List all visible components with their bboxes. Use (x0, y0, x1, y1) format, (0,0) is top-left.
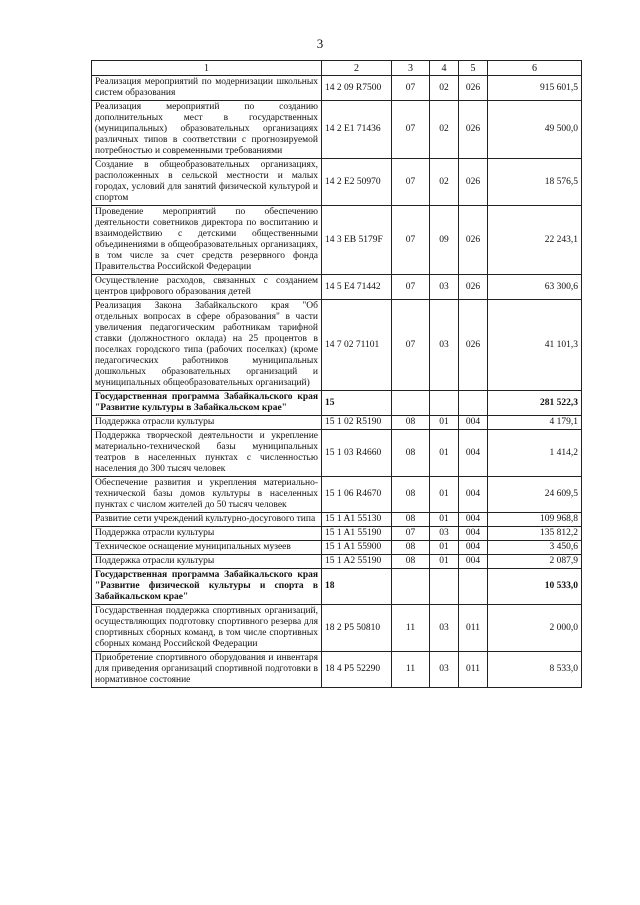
row-subsection-cell: 02 (430, 101, 459, 159)
row-code-cell: 15 (322, 391, 392, 416)
row-expense-type-cell: 004 (459, 541, 488, 555)
row-sum-cell: 915 601,5 (488, 76, 582, 101)
row-name-cell: Создание в общеобразовательных организациях, расположенных в сельской местности и малых городах, условий для занятий физической культурой и спортом (92, 159, 322, 206)
row-expense-type-cell: 004 (459, 477, 488, 513)
row-subsection-cell: 03 (430, 300, 459, 391)
table-row (92, 652, 582, 688)
row-sum-cell: 1 414,2 (488, 430, 582, 477)
row-expense-type-cell: 004 (459, 555, 488, 569)
row-section-cell: 08 (392, 555, 430, 569)
row-subsection-cell (430, 569, 459, 605)
row-section-cell: 08 (392, 513, 430, 527)
row-name-cell: Проведение мероприятий по обеспечению деятельности советников директора по воспитанию и взаимодействию с детскими общественными объединениями в общеобразовательных организациях, в том числе за счет средств резервного фонда Правительства Российской Федерации (92, 206, 322, 275)
program-total-row (92, 391, 582, 416)
row-name-cell: Поддержка отрасли культуры (92, 527, 322, 541)
row-section-cell: 08 (392, 541, 430, 555)
row-name-cell: Осуществление расходов, связанных с созданием центров цифрового образования детей (92, 275, 322, 300)
row-sum-cell: 24 609,5 (488, 477, 582, 513)
header-cell: 5 (459, 61, 488, 76)
table-row (92, 300, 582, 391)
row-subsection-cell: 03 (430, 275, 459, 300)
table-header-row (92, 61, 582, 76)
row-code-cell: 18 2 P5 50810 (322, 605, 392, 652)
table-row (92, 513, 582, 527)
budget-table (91, 60, 582, 688)
row-code-cell: 14 2 E2 50970 (322, 159, 392, 206)
row-sum-cell: 109 968,8 (488, 513, 582, 527)
row-sum-cell: 41 101,3 (488, 300, 582, 391)
row-subsection-cell: 01 (430, 541, 459, 555)
row-sum-cell: 281 522,3 (488, 391, 582, 416)
row-section-cell: 08 (392, 430, 430, 477)
row-name-cell: Государственная программа Забайкальского края "Развитие культуры в Забайкальском крае" (92, 391, 322, 416)
row-code-cell: 18 4 P5 52290 (322, 652, 392, 688)
row-section-cell: 07 (392, 206, 430, 275)
row-expense-type-cell: 004 (459, 513, 488, 527)
header-cell: 3 (392, 61, 430, 76)
row-section-cell: 08 (392, 477, 430, 513)
row-sum-cell: 3 450,6 (488, 541, 582, 555)
row-name-cell: Государственная поддержка спортивных организаций, осуществляющих подготовку спортивного резерва для спортивных сборных команд, в том числе спортивных сборных команд Российской Федерации (92, 605, 322, 652)
table-row (92, 206, 582, 275)
row-sum-cell: 8 533,0 (488, 652, 582, 688)
row-code-cell: 15 1 A1 55900 (322, 541, 392, 555)
row-subsection-cell (430, 391, 459, 416)
row-code-cell: 14 7 02 71101 (322, 300, 392, 391)
table-row (92, 541, 582, 555)
row-name-cell: Развитие сети учреждений культурно-досугового типа (92, 513, 322, 527)
table-row (92, 527, 582, 541)
row-section-cell: 08 (392, 416, 430, 430)
row-name-cell: Реализация мероприятий по созданию дополнительных мест в государственных (муниципальных) образовательных организациях различных типов в соответствии с прогнозируемой потребностью и современными требованиями (92, 101, 322, 159)
header-cell: 4 (430, 61, 459, 76)
page-number: 3 (316, 36, 324, 51)
row-expense-type-cell: 004 (459, 416, 488, 430)
row-code-cell: 15 1 A1 55190 (322, 527, 392, 541)
row-code-cell: 15 1 02 R5190 (322, 416, 392, 430)
table-row (92, 605, 582, 652)
row-section-cell: 07 (392, 76, 430, 101)
row-code-cell: 15 1 A2 55190 (322, 555, 392, 569)
row-sum-cell: 2 087,9 (488, 555, 582, 569)
row-section-cell: 07 (392, 275, 430, 300)
row-section-cell: 11 (392, 605, 430, 652)
table-row (92, 76, 582, 101)
row-section-cell (392, 569, 430, 605)
row-name-cell: Поддержка творческой деятельности и укрепление материально-технической базы муниципальных театров в населенных пунктах с численностью населения до 300 тысяч человек (92, 430, 322, 477)
row-name-cell: Поддержка отрасли культуры (92, 555, 322, 569)
row-code-cell: 14 5 E4 71442 (322, 275, 392, 300)
table-row (92, 159, 582, 206)
row-name-cell: Приобретение спортивного оборудования и инвентаря для приведения организаций спортивной подготовки в нормативное состояние (92, 652, 322, 688)
row-sum-cell: 18 576,5 (488, 159, 582, 206)
row-name-cell: Техническое оснащение муниципальных музеев (92, 541, 322, 555)
row-code-cell: 14 2 09 R7500 (322, 76, 392, 101)
row-section-cell: 07 (392, 527, 430, 541)
row-expense-type-cell: 004 (459, 430, 488, 477)
row-subsection-cell: 02 (430, 76, 459, 101)
table-row (92, 275, 582, 300)
row-section-cell (392, 391, 430, 416)
row-code-cell: 15 1 A1 55130 (322, 513, 392, 527)
row-sum-cell: 4 179,1 (488, 416, 582, 430)
row-sum-cell: 63 300,6 (488, 275, 582, 300)
row-subsection-cell: 09 (430, 206, 459, 275)
row-expense-type-cell (459, 569, 488, 605)
row-name-cell: Обеспечение развития и укрепления материально-технической базы домов культуры в населенных пунктах с числом жителей до 50 тысяч человек (92, 477, 322, 513)
row-expense-type-cell: 011 (459, 652, 488, 688)
row-code-cell: 15 1 03 R4660 (322, 430, 392, 477)
header-cell: 6 (488, 61, 582, 76)
program-total-row (92, 569, 582, 605)
row-sum-cell: 22 243,1 (488, 206, 582, 275)
table-row (92, 477, 582, 513)
row-section-cell: 07 (392, 159, 430, 206)
row-subsection-cell: 01 (430, 477, 459, 513)
row-name-cell: Государственная программа Забайкальского края "Развитие физической культуры и спорта в Забайкальском крае" (92, 569, 322, 605)
table-row (92, 555, 582, 569)
row-expense-type-cell: 026 (459, 300, 488, 391)
row-expense-type-cell: 004 (459, 527, 488, 541)
row-name-cell: Поддержка отрасли культуры (92, 416, 322, 430)
row-sum-cell: 10 533,0 (488, 569, 582, 605)
row-section-cell: 11 (392, 652, 430, 688)
table-body (92, 76, 582, 688)
row-sum-cell: 135 812,2 (488, 527, 582, 541)
row-expense-type-cell: 011 (459, 605, 488, 652)
row-code-cell: 15 1 06 R4670 (322, 477, 392, 513)
row-name-cell: Реализация мероприятий по модернизации школьных систем образования (92, 76, 322, 101)
row-expense-type-cell: 026 (459, 206, 488, 275)
table-row (92, 416, 582, 430)
row-section-cell: 07 (392, 101, 430, 159)
row-expense-type-cell: 026 (459, 159, 488, 206)
row-name-cell: Реализация Закона Забайкальского края "Об отдельных вопросах в сфере образования" в части увеличения педагогическим работникам тарифной ставки (должностного оклада) на 25 процентов в поселках городского типа (рабочих поселках) (кроме педагогических работников муниципальных дошкольных образовательных организаций и муниципальных общеобразовательных организаций) (92, 300, 322, 391)
row-subsection-cell: 01 (430, 430, 459, 477)
row-expense-type-cell (459, 391, 488, 416)
row-subsection-cell: 03 (430, 605, 459, 652)
row-expense-type-cell: 026 (459, 101, 488, 159)
table-row (92, 430, 582, 477)
header-cell: 1 (92, 61, 322, 76)
row-code-cell: 14 2 E1 71436 (322, 101, 392, 159)
row-sum-cell: 49 500,0 (488, 101, 582, 159)
row-expense-type-cell: 026 (459, 76, 488, 101)
table-row (92, 101, 582, 159)
row-subsection-cell: 03 (430, 652, 459, 688)
row-section-cell: 07 (392, 300, 430, 391)
row-subsection-cell: 03 (430, 527, 459, 541)
row-subsection-cell: 01 (430, 555, 459, 569)
row-subsection-cell: 02 (430, 159, 459, 206)
header-cell: 2 (322, 61, 392, 76)
row-sum-cell: 2 000,0 (488, 605, 582, 652)
row-subsection-cell: 01 (430, 513, 459, 527)
row-subsection-cell: 01 (430, 416, 459, 430)
row-code-cell: 18 (322, 569, 392, 605)
row-code-cell: 14 3 EВ 5179F (322, 206, 392, 275)
row-expense-type-cell: 026 (459, 275, 488, 300)
